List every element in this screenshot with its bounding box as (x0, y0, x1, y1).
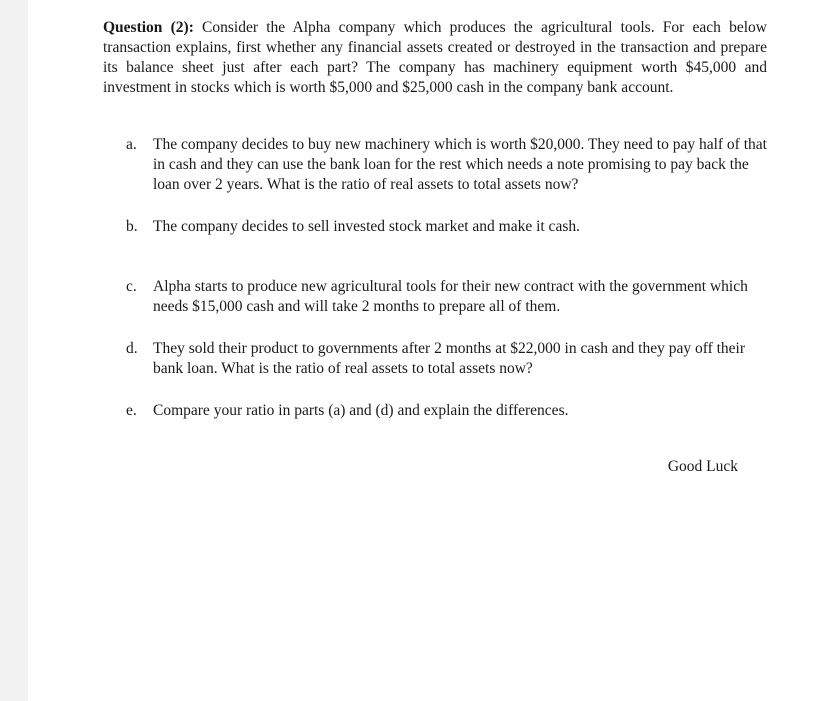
document-page (28, 0, 840, 701)
question-part-b (126, 217, 768, 237)
question-label: Question (2): (103, 19, 194, 36)
question-parts-list (126, 135, 768, 421)
question-part-e (126, 401, 768, 421)
part-marker: c. (126, 278, 137, 295)
question-paragraph (103, 18, 767, 98)
question-text: Consider the Alpha company which produces the agricultural tools. For each below transaction explains, first whether any financial assets created or destroyed in the transaction and prepare its balance sheet just after each part? The company has machinery equipment worth $45,000 and investment in stocks which is worth $5,000 and $25,000 cash in the company bank account. (103, 19, 767, 96)
question-part-d (126, 339, 768, 379)
closing-text: Good Luck (667, 458, 738, 475)
part-text: The company decides to buy new machinery which is worth $20,000. They need to pay half of that in cash and they can use the bank loan for the rest which needs a note promising to pay back the loan over 2 years. What is the ratio of real assets to total assets now? (153, 136, 767, 193)
part-text: They sold their product to governments after 2 months at $22,000 in cash and they pay off their bank loan. What is the ratio of real assets to total assets now? (153, 340, 746, 377)
part-text: The company decides to sell invested stock market and make it cash. (153, 218, 580, 235)
part-marker: d. (126, 340, 138, 357)
part-marker: e. (126, 402, 137, 419)
part-text: Compare your ratio in parts (a) and (d) and explain the differences. (153, 402, 569, 419)
part-text: Alpha starts to produce new agricultural tools for their new contract with the government which needs $15,000 cash and will take 2 months to prepare all of them. (153, 278, 748, 315)
question-part-c (126, 277, 768, 317)
question-part-a (126, 135, 768, 195)
part-marker: a. (126, 136, 137, 153)
part-marker: b. (126, 218, 138, 235)
